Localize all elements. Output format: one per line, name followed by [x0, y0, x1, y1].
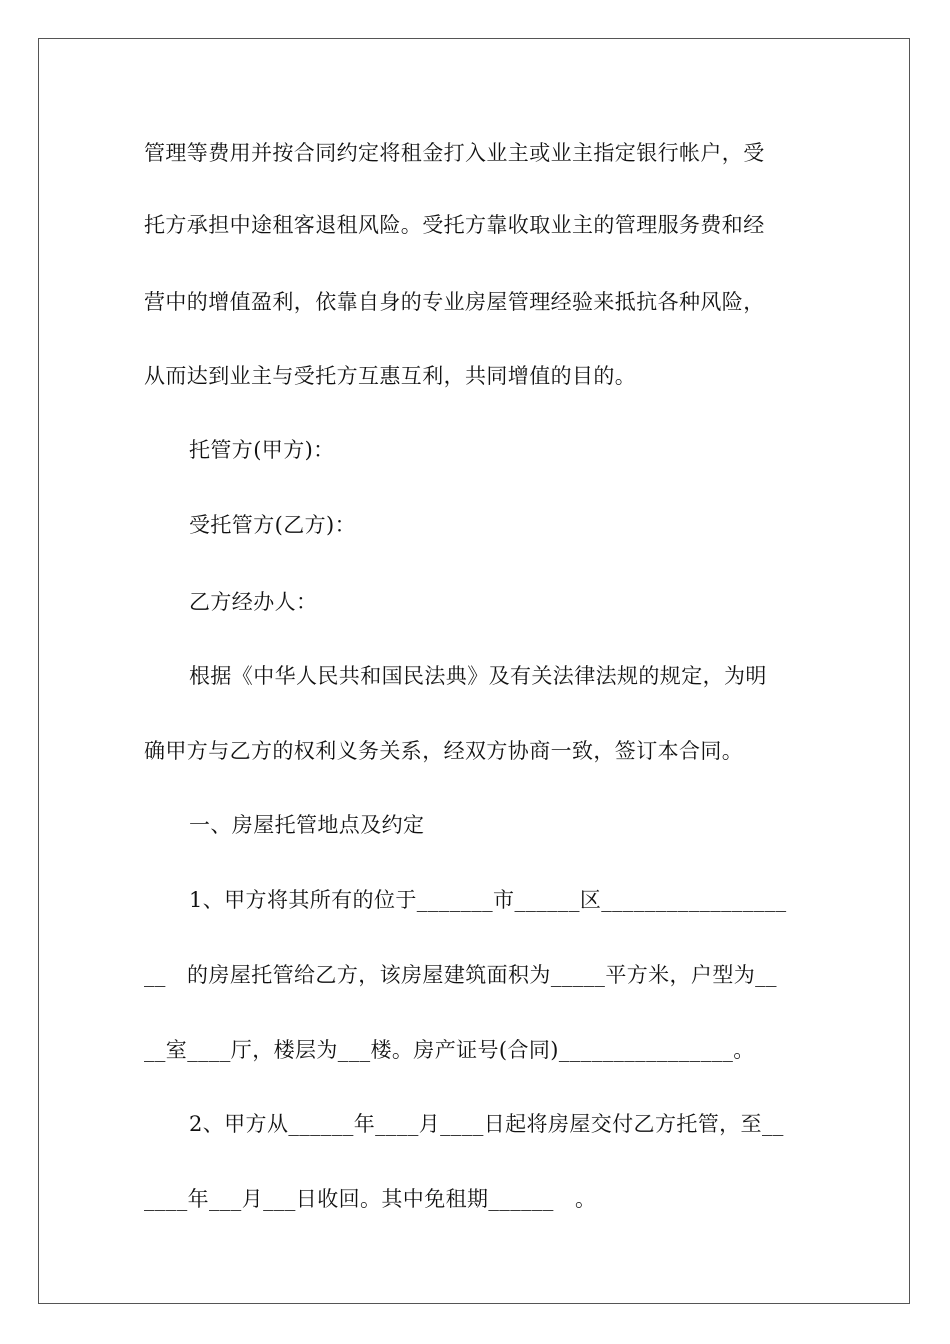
paragraph-line: 托方承担中途租客退租风险。受托方靠收取业主的管理服务费和经: [144, 213, 765, 237]
party-a-label: 托管方(甲方)：: [189, 438, 335, 462]
clause-1-line: __ 的房屋托管给乙方，该房屋建筑面积为_____平方米，户型为__: [144, 963, 777, 987]
paragraph-line: 从而达到业主与受托方互惠互利，共同增值的目的。: [144, 364, 637, 388]
party-b-agent-label: 乙方经办人：: [189, 590, 318, 614]
clause-2-line: 2、甲方从______年____月____日起将房屋交付乙方托管，至__: [189, 1112, 784, 1136]
party-b-label: 受托管方(乙方)：: [189, 513, 356, 537]
paragraph-line: 根据《中华人民共和国民法典》及有关法律法规的规定，为明: [189, 664, 767, 688]
paragraph-line: 管理等费用并按合同约定将租金打入业主或业主指定银行帐户，受: [144, 141, 765, 165]
clause-2-line: ____年___月___日收回。其中免租期______ 。: [144, 1187, 597, 1211]
section-heading: 一、房屋托管地点及约定: [189, 813, 425, 837]
clause-1-line: __室____厅，楼层为___楼。房产证号(合同)________________。: [144, 1038, 755, 1062]
paragraph-line: 营中的增值盈利，依靠自身的专业房屋管理经验来抵抗各种风险，: [144, 290, 765, 314]
clause-1-line: 1、甲方将其所有的位于_______市______区_________________: [189, 888, 787, 912]
paragraph-line: 确甲方与乙方的权利义务关系，经双方协商一致，签订本合同。: [144, 739, 744, 763]
